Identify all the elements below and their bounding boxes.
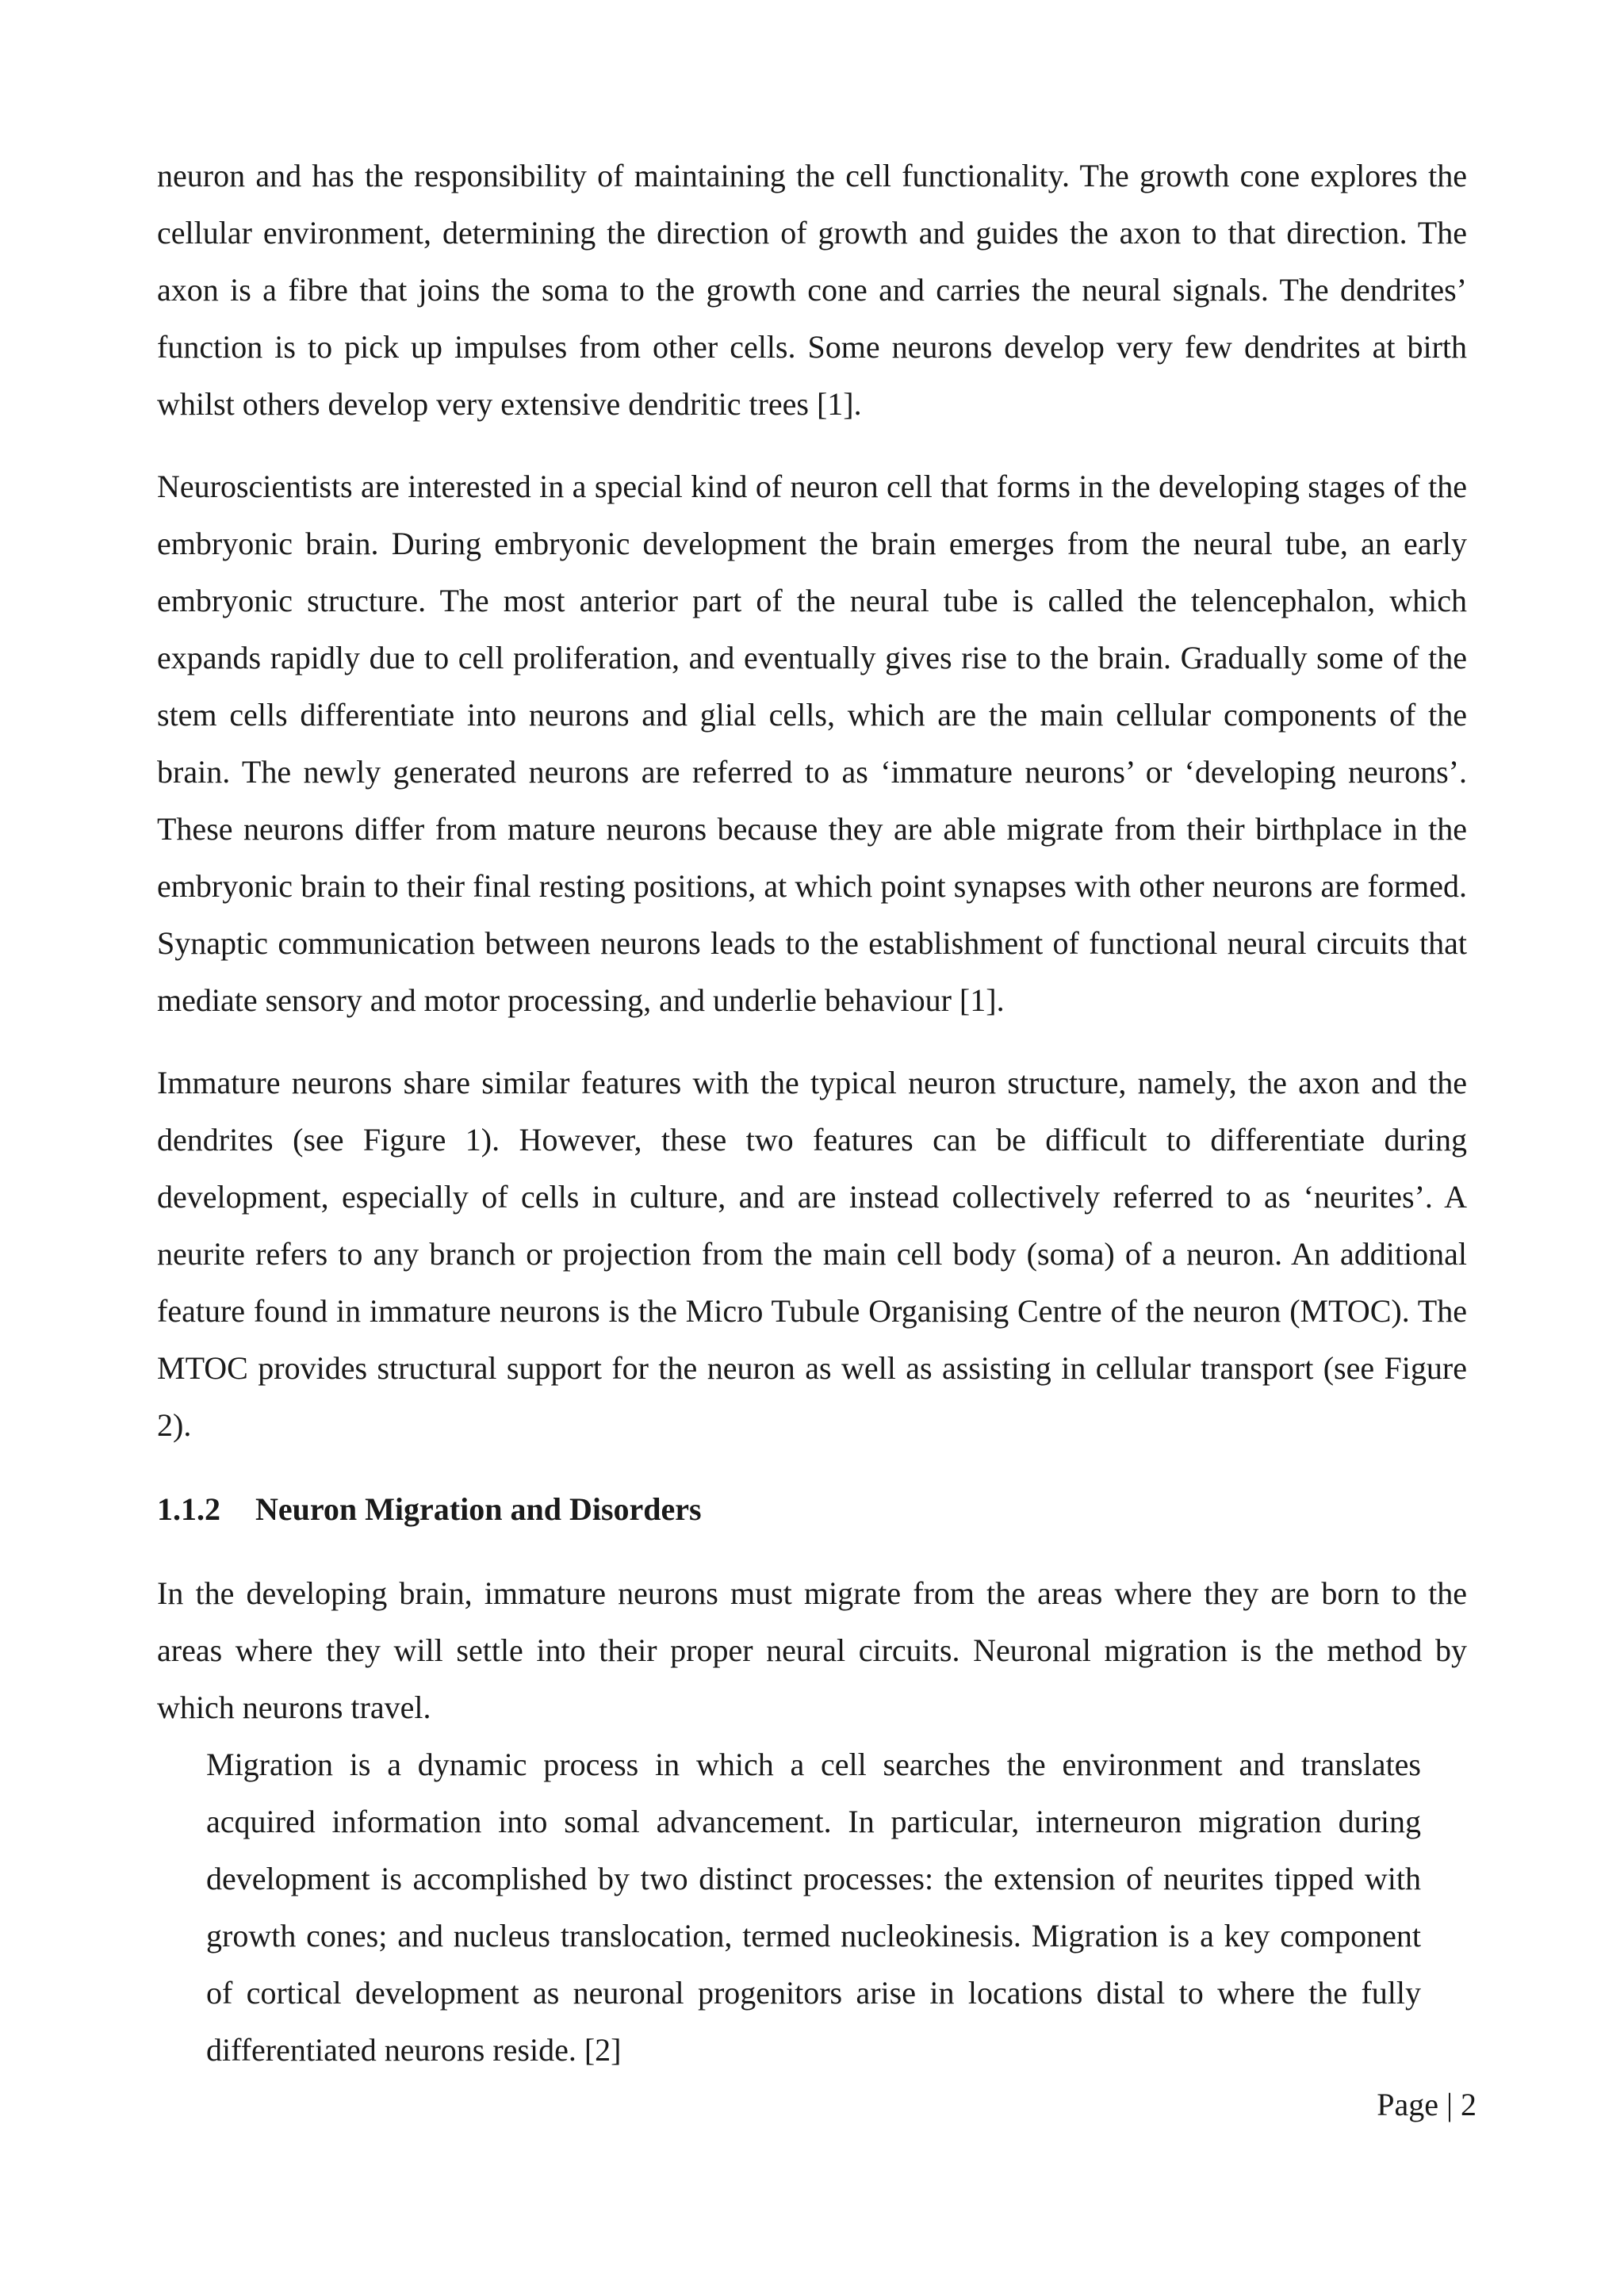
body-text [157, 147, 1467, 2079]
block-quote: Migration is a dynamic process in which a cell searches the environment and translates acquired information into somal advancement. In particular, interneuron migration during development is accomplished by two distinct processes: the extension of neurites tipped with growth cones; and nucleus translocation, termed nucleokinesis. Migration is a key component of cortical development as neuronal progenitors arise in locations distal to where the fully differentiated neurons reside. [2] [206, 1747, 1421, 2068]
page-number: Page | 2 [1377, 2087, 1477, 2122]
section-number: 1.1.2 [157, 1491, 220, 1527]
paragraph-neurites: Immature neurons share similar features with the typical neuron structure, namely, the axon and the dendrites (see Figure 1). However, these two features can be difficult to differentiate during development, especially of cells in culture, and are instead collectively referred to as ‘neurites’. A neurite refers to any branch or projection from the main cell body (soma) of a neuron. An additional feature found in immature neurons is the Micro Tubule Organising Centre of the neuron (MTOC). The MTOC provides structural support for the neuron as well as assisting in cellular transport (see Figure 2). [157, 1065, 1467, 1443]
paragraph-neuron-structure: neuron and has the responsibility of maintaining the cell functionality. The growth cone explores the cellular environment, determining the direction of growth and guides the axon to that direction. The axon is a fibre that joins the soma to the growth cone and carries the neural signals. The dendrites’ function is to pick up impulses from other cells. Some neurons develop very few dendrites at birth whilst others develop very extensive dendritic trees [1]. [157, 158, 1467, 422]
paragraph-migration-intro: In the developing brain, immature neurons must migrate from the areas where they are born to the areas where they will settle into their proper neural circuits. Neuronal migration is the method by which neurons travel. [157, 1575, 1467, 1725]
section-title: Neuron Migration and Disorders [255, 1491, 702, 1527]
section-heading [157, 1481, 1467, 1538]
paragraph-immature-neurons-intro: Neuroscientists are interested in a special kind of neuron cell that forms in the developing stages of the embryonic brain. During embryonic development the brain emerges from the neural tube, an early embryonic structure. The most anterior part of the neural tube is called the telencephalon, which expands rapidly due to cell proliferation, and eventually gives rise to the brain. Gradually some of the stem cells differentiate into neurons and glial cells, which are the main cellular components of the brain. The newly generated neurons are referred to as ‘immature neurons’ or ‘developing neurons’. These neurons differ from mature neurons because they are able migrate from their birthplace in the embryonic brain to their final resting positions, at which point synapses with other neurons are formed. Synaptic communication between neurons leads to the establishment of functional neural circuits that mediate sensory and motor processing, and underlie behaviour [1]. [157, 469, 1467, 1018]
